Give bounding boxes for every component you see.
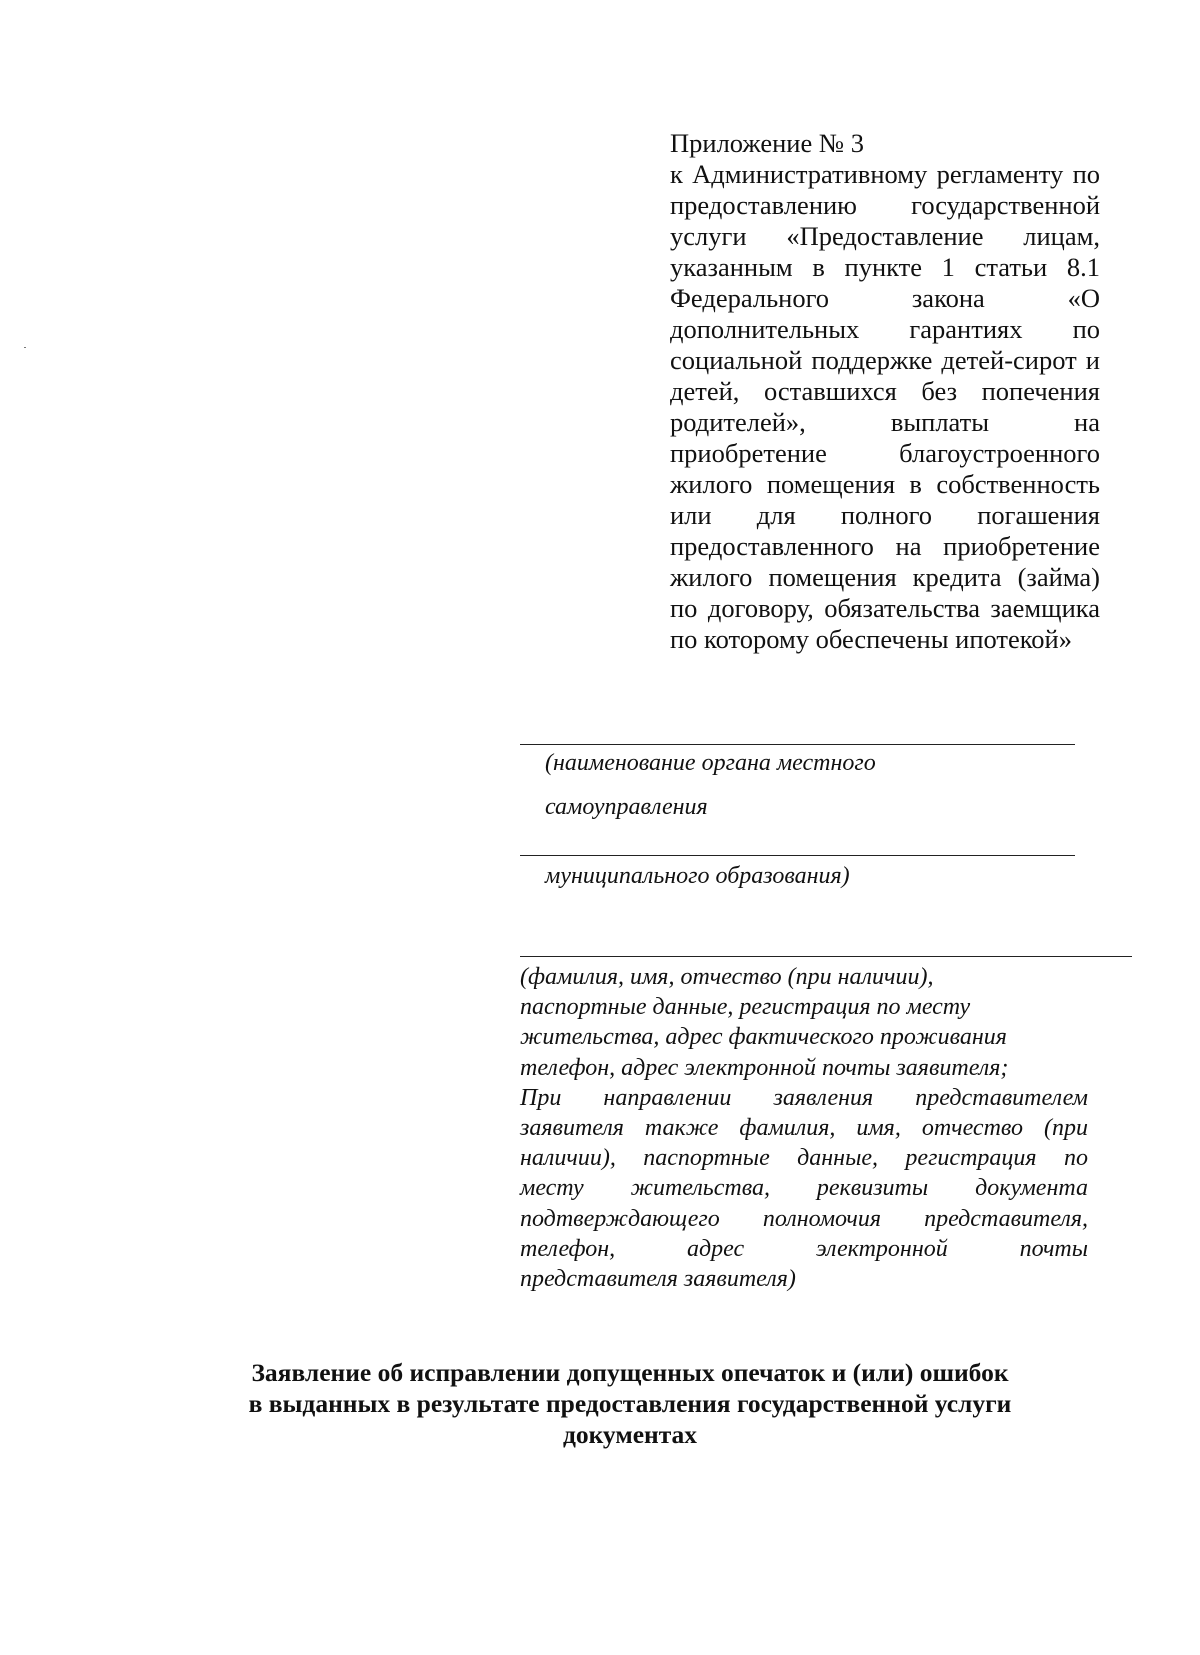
municipality-fill-line (520, 855, 1075, 856)
applicant-hint-line: При направлении заявления представителем (520, 1084, 1088, 1111)
appendix-header (670, 128, 1100, 655)
applicant-hint (520, 962, 1088, 1294)
applicant-hint-line: заявителя также фамилия, имя, отчество (при (520, 1115, 1088, 1142)
applicant-hint-line: телефон, адрес электронной почты (520, 1235, 1088, 1262)
organ-hint-line-3: муниципального образования) (545, 863, 850, 889)
applicant-fill-line (520, 956, 1132, 957)
applicant-hint-line: представителя заявителя) (520, 1266, 796, 1293)
statement-title-line-1: Заявление об исправлении допущенных опечаток и (или) ошибок (251, 1358, 1009, 1387)
scan-artifact (24, 347, 26, 348)
applicant-hint-line: жительства, адрес фактического проживания (520, 1024, 1007, 1051)
appendix-title: Приложение № 3 (670, 128, 865, 158)
applicant-hint-line: подтверждающего полномочия представителя, (520, 1205, 1088, 1232)
statement-title-line-2: в выданных в результате предоставления государственной услуги (248, 1389, 1012, 1418)
applicant-hint-line: месту жительства, реквизиты документа (520, 1175, 1088, 1202)
applicant-hint-line: паспортные данные, регистрация по месту (520, 994, 971, 1021)
organ-name-fill-line (520, 744, 1075, 745)
statement-title-line-3: документах (562, 1420, 698, 1449)
applicant-hint-line: наличии), паспортные данные, регистрация по (520, 1145, 1088, 1172)
organ-hint-line-1: (наименование органа местного (545, 750, 876, 776)
applicant-hint-line: телефон, адрес электронной почты заявителя; (520, 1054, 1009, 1081)
statement-title (180, 1357, 1080, 1450)
organ-hint-line-2: самоуправления (545, 794, 708, 820)
appendix-body: к Административному регламенту по предоставлению государственной услуги «Предоставление лицам, указанным в пункте 1 статьи 8.1 Федерального закона «О дополнительных гарантиях по социальной поддержке детей-сирот и детей, оставшихся без попечения родителей», выплаты на приобретение благоустроенного жилого помещения в собственность или для полного погашения предоставленного на приобретение жилого помещения кредита (займа) по договору, обязательства заемщика по которому обеспечены ипотекой» (670, 159, 1100, 654)
applicant-hint-line: (фамилия, имя, отчество (при наличии), (520, 964, 934, 990)
